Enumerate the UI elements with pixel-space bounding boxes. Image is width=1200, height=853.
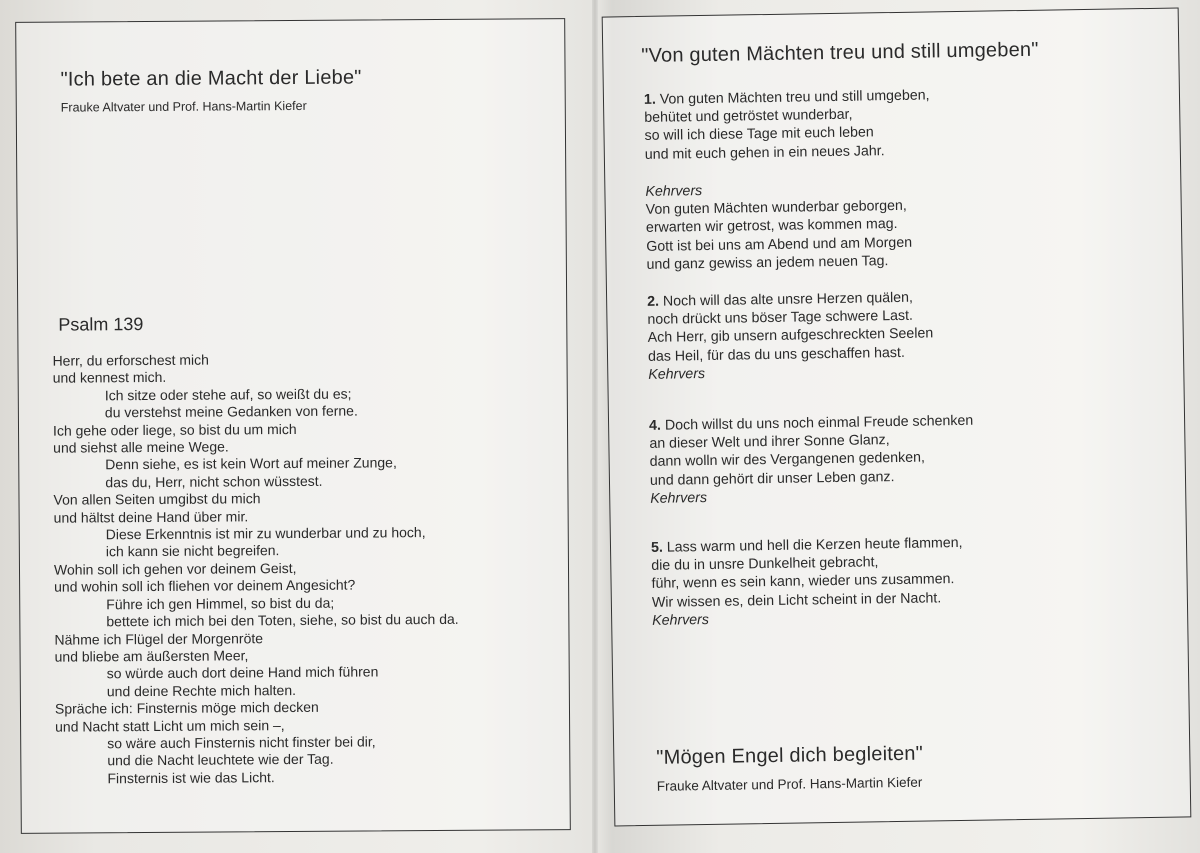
psalm-line: Ich sitze oder stehe auf, so weißt du es;: [104, 385, 352, 404]
psalm-line: und kennest mich.: [52, 369, 167, 387]
refrain-label: Kehrvers: [648, 365, 706, 383]
psalm-line: das du, Herr, nicht schon wüsstest.: [105, 472, 323, 491]
verse-line: Noch will das alte unsre Herzen quälen,: [662, 289, 914, 310]
psalm-line: so wäre auch Finsternis nicht finster bei dir,: [107, 733, 376, 752]
psalm-line: und hältst deine Hand über mir.: [53, 507, 249, 526]
verse-number: 4.: [648, 417, 662, 434]
refrain-line: und ganz gewiss an jedem neuen Tag.: [646, 252, 889, 273]
refrain-line: Gott ist bei uns am Abend und am Morgen: [646, 234, 913, 255]
verse-line: Doch willst du uns noch einmal Freude schenken: [664, 412, 974, 434]
psalm-line: Nähme ich Flügel der Morgenröte: [54, 629, 264, 648]
psalm-line: ich kann sie nicht begreifen.: [105, 542, 280, 560]
refrain-line: Von guten Mächten wunderbar geborgen,: [645, 198, 907, 219]
refrain: [645, 175, 1166, 274]
verse-line: Ach Herr, gib unsern aufgeschreckten Seelen: [647, 325, 934, 347]
verse-line: Lass warm und hell die Kerzen heute flammen,: [666, 534, 963, 556]
verse-line: das Heil, für das du uns geschaffen hast.: [647, 344, 905, 365]
psalm-line: und die Nacht leuchtete wie der Tag.: [107, 751, 334, 769]
psalm-line: und wohin soll ich fliehen vor deinem Angesicht?: [54, 576, 356, 595]
verse-1: [644, 83, 1165, 164]
psalm-line: Herr, du erforschest mich: [52, 351, 209, 369]
verse-number: 1.: [643, 91, 656, 108]
psalm-line: so würde auch dort deine Hand mich führen: [106, 663, 379, 682]
psalm-line: bettete ich mich bei den Toten, siehe, so bist du auch da.: [106, 610, 459, 630]
psalm-line: du verstehst meine Gedanken von ferne.: [104, 402, 358, 421]
psalm-line: Denn siehe, es ist kein Wort auf meiner Zunge,: [105, 454, 397, 473]
psalm-line: Von allen Seiten umgibst du mich: [53, 490, 261, 508]
verse-4: [649, 409, 1170, 508]
refrain-label: Kehrvers: [650, 489, 708, 507]
left-song-author: Frauke Altvater und Prof. Hans-Martin Kiefer: [60, 98, 307, 115]
closing-song-title: "Mögen Engel dich begleiten": [656, 742, 924, 769]
psalm-text: [52, 349, 555, 788]
psalm-line: Wohin soll ich gehen vor deinem Geist,: [53, 559, 297, 578]
refrain-label: Kehrvers: [645, 183, 703, 200]
right-page: [602, 8, 1192, 827]
psalm-line: und deine Rechte mich halten.: [106, 681, 297, 700]
psalm-line: Finsternis ist wie das Licht.: [107, 768, 275, 787]
psalm-line: Führe ich gen Himmel, so bist du da;: [106, 594, 335, 612]
verse-line: führ, wenn es sein kann, wieder uns zusammen.: [651, 571, 955, 593]
psalm-line: Ich gehe oder liege, so bist du um mich: [52, 420, 297, 439]
psalm-line: und bliebe am äußersten Meer,: [54, 647, 249, 665]
verse-line: Von guten Mächten treu und still umgeben,: [659, 87, 930, 108]
psalm-line: und siehst alle meine Wege.: [53, 438, 229, 456]
verse-line: an dieser Welt und ihrer Sonne Glanz,: [649, 432, 890, 453]
verse-number: 2.: [647, 293, 660, 310]
verse-line: die du in unsre Dunkelheit gebracht,: [651, 554, 879, 575]
verse-line: Wir wissen es, dein Licht scheint in der Nacht.: [651, 589, 942, 611]
psalm-heading: Psalm 139: [58, 314, 144, 335]
left-song-title: "Ich bete an die Macht der Liebe": [60, 66, 362, 91]
verse-line: dann wolln wir des Vergangenen gedenken,: [649, 449, 926, 471]
paper-fold: [592, 0, 598, 853]
verse-line: behütet und getröstet wunderbar,: [644, 106, 853, 127]
refrain-label: Kehrvers: [652, 611, 710, 629]
psalm-line: und Nacht statt Licht um mich sein –,: [55, 716, 285, 735]
refrain-line: erwarten wir getrost, was kommen mag.: [645, 216, 898, 237]
left-page: [15, 18, 571, 834]
verse-line: so will ich diese Tage mit euch leben: [644, 124, 874, 145]
verse-line: und mit euch gehen in ein neues Jahr.: [644, 142, 885, 163]
verse-line: noch drückt uns böser Tage schwere Last.: [647, 307, 914, 329]
closing-song-author: Frauke Altvater und Prof. Hans-Martin Kiefer: [656, 774, 923, 794]
verse-line: und dann gehört dir unser Leben ganz.: [649, 468, 895, 489]
psalm-line: Diese Erkenntnis ist mir zu wunderbar und zu hoch,: [105, 524, 426, 543]
verse-5: [651, 531, 1172, 630]
verse-2: [647, 285, 1168, 384]
psalm-line: Spräche ich: Finsternis möge mich decken: [54, 698, 319, 717]
verse-number: 5.: [650, 539, 663, 556]
right-song-title: "Von guten Mächten treu und still umgeben": [641, 38, 1039, 67]
